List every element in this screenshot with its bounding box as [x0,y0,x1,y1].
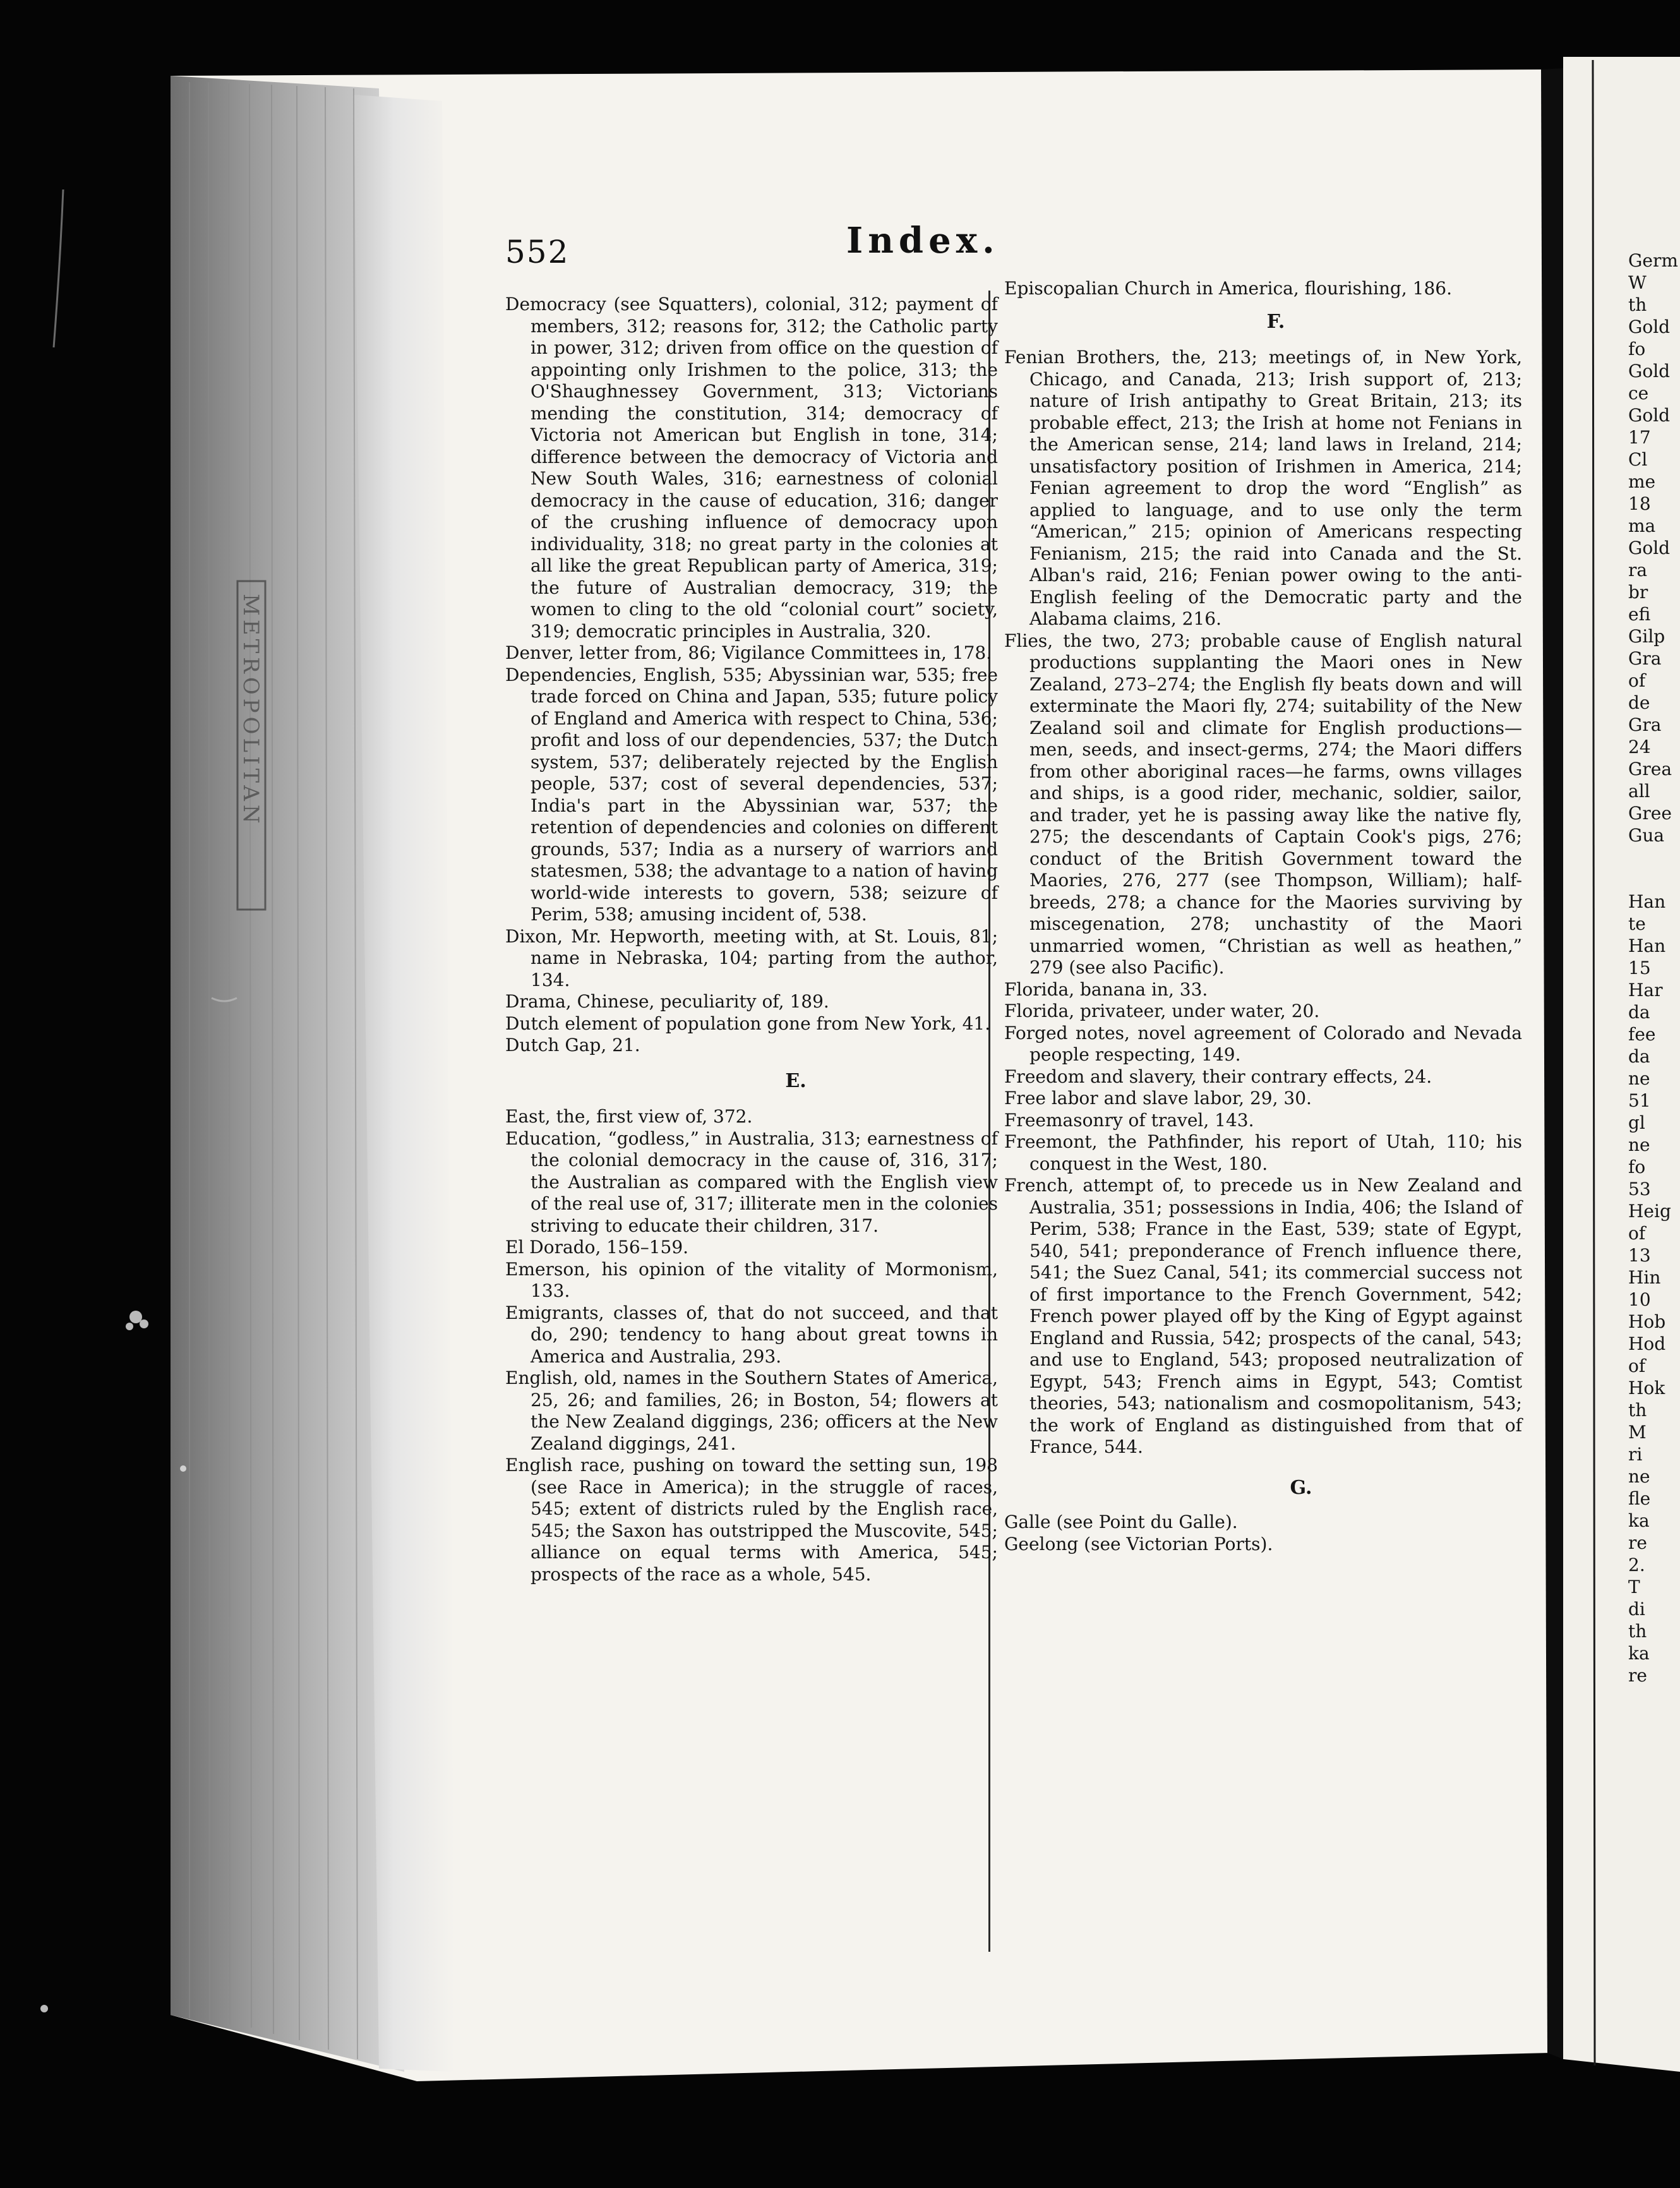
index-entry: Fenian Brothers, the, 213; meetings of, in New York, Chicago, and Canada, 213; Irish support of, 213; nature of Irish antipathy to Great Britain, 213; its probable effect, 213; the Irish at home not Fenians in the American sense, 214; land laws in Ireland, 214; unsatisfactory position of Irishmen in America, 214; Fenian agreement to drop the word “English” as applied to language, and to use only the term “American,” 215; opinion of Americans respecting Fenianism, 215; the raid into Canada and the St. Alban's raid, 216; Fenian power owing to the anti-English feeling of the Democratic party and the Alabama claims, 216. [1004,347,1522,629]
facing-page-fragment: Hod [1628,1333,1666,1354]
facing-page-fragment: gl [1628,1112,1645,1133]
facing-page-fragment: Hok [1628,1378,1665,1398]
facing-page-fragment: da [1628,1046,1650,1067]
facing-page-fragment: th [1628,294,1647,315]
facing-page-fragment: ne [1628,1068,1650,1089]
facing-page-fragment: ri [1628,1444,1643,1465]
index-entry: Flies, the two, 273; probable cause of English natural productions supplanting the Maori ones in New Zealand, 273–274; the English fly beats down and will exterminate the Maori fly, 274; suitability of the New Zealand soil and climate for English productions—men, seeds, and insect-germs, 274; the Maori differs from other aboriginal races—he farms, owns villages and ships, is a good rider, mechanic, soldier, sailor, and trader, yet he is passing away like the native fly, 275; the descendants of Captain Cook's pigs, 276; conduct of the British Government toward the Maories, 276, 277 (see Thompson, William); half-breeds, 278; a chance for the Maories surviving by miscegenation, 278; unchastity of the Maori unmarried women, “Christian as well as heathen,” 279 (see also Pacific). [1004,630,1522,978]
page-number: 552 [505,234,570,270]
facing-page-fragment: Gua [1628,825,1665,846]
facing-page-fragment: 13 [1628,1245,1651,1266]
section-heading-e: E. [785,1069,807,1092]
section-heading-g: G. [1290,1476,1312,1499]
facing-page-fragment: ka [1628,1510,1650,1531]
facing-page-fragment: fo [1628,339,1646,359]
facing-page-fragment: Gra [1628,648,1662,669]
facing-page-fragment: ce [1628,383,1649,404]
facing-page-fragment: fee [1628,1024,1656,1045]
facing-page-fragment: Han [1628,891,1666,912]
facing-page-fragment: 15 [1628,958,1651,978]
facing-page-fragment: me [1628,471,1656,492]
facing-page-fragment: Gree [1628,803,1672,824]
facing-page-fragment: th [1628,1621,1647,1642]
facing-page-fragment: T [1628,1577,1640,1597]
facing-page-fragment: re [1628,1532,1647,1553]
facing-page-fragment: of [1628,1355,1646,1376]
facing-page-fragment: ma [1628,515,1656,536]
index-entry: Geelong (see Victorian Ports). [1004,1533,1273,1554]
facing-page-fragment: th [1628,1400,1647,1421]
index-entry: Free labor and slave labor, 29, 30. [1004,1088,1312,1109]
index-entry: English, old, names in the Southern States of America, 25, 26; and families, 26; in Boston, 54; flowers at the New Zealand diggings, 236; officers at the New Zealand diggings, 241. [505,1368,998,1454]
facing-page-fragment: Germ [1628,250,1678,271]
facing-page-fragment: de [1628,692,1650,713]
facing-page-fragment: re [1628,1665,1647,1686]
index-entry: Dixon, Mr. Hepworth, meeting with, at St. Louis, 81; name in Nebraska, 104; parting from the author, 134. [505,925,998,990]
facing-page-fragment: Hin [1628,1267,1661,1288]
index-entry: Freedom and slavery, their contrary effects, 24. [1004,1066,1432,1087]
facing-page-fragment [1628,846,1679,869]
facing-page-fragment: Han [1628,935,1666,956]
facing-page-fragment: te [1628,913,1646,934]
facing-page-fragment: ne [1628,1134,1650,1155]
facing-page-fragment: Gold [1628,316,1671,337]
index-entry: Freemasonry of travel, 143. [1004,1109,1254,1131]
index-entry: Emigrants, classes of, that do not succeed, and that do, 290; tendency to hang about great towns in America and Australia, 293. [505,1302,998,1367]
index-entry: Democracy (see Squatters), colonial, 312; payment of members, 312; reasons for, 312; the Catholic party in power, 312; driven from office on the question of appointing only Irishmen to the police, 313; the O'Shaughnessey Government, 313; Victorians mending the constitution, 314; democracy of Victoria not American but English in tone, 314; difference between the democracy of Victoria and New South Wales, 316; earnestness of colonial democracy in the cause of education, 316; danger of the crushing influence of democracy upon individuality, 318; no great party in the colonies at all like the great Republican party of America, 319; the future of Australian democracy, 319; the women to cling to the old “colonial court” society, 319; democratic principles in Australia, 320. [505,294,998,642]
index-entry: Denver, letter from, 86; Vigilance Committees in, 178. [505,642,992,663]
facing-page-fragment: Gold [1628,361,1671,382]
facing-page-fragment: 18 [1628,493,1651,514]
facing-page-fragment: 2. [1628,1554,1645,1575]
facing-page-fragment [1628,869,1679,891]
index-entry: Florida, banana in, 33. [1004,978,1208,1000]
index-column-left [505,294,998,1585]
facing-page-fragment: 24 [1628,736,1651,757]
facing-page-fragment: Har [1628,980,1663,1001]
index-entry: East, the, first view of, 372. [505,1106,753,1127]
facing-page-fragment: ka [1628,1643,1650,1664]
facing-page-fragment: br [1628,582,1648,603]
facing-page-fragments [1628,249,1679,2050]
facing-page-fragment: W [1628,272,1647,293]
facing-page-fragment: ra [1628,560,1648,580]
facing-page-fragment: of [1628,1223,1646,1244]
facing-page-fragment: ne [1628,1466,1650,1487]
facing-page-fragment: Gold [1628,538,1671,558]
index-entry: Drama, Chinese, peculiarity of, 189. [505,991,829,1012]
facing-page-fragment: 10 [1628,1289,1651,1310]
facing-page-fragment: of [1628,670,1646,691]
facing-page-fragment: Cl [1628,449,1648,470]
section-heading-f: F. [1266,310,1285,333]
facing-page-fragment: efi [1628,604,1651,625]
facing-page-fragment: Gold [1628,405,1671,426]
svg-text:METROPOLITAN: METROPOLITAN [238,594,263,827]
facing-page-fragment: 53 [1628,1179,1651,1199]
facing-page-fragment: 51 [1628,1090,1651,1111]
facing-page-fragment: Gilp [1628,626,1665,647]
index-entry: French, attempt of, to precede us in New Zealand and Australia, 351; possessions in India, 406; the Island of Perim, 538; France in the East, 539; state of Egypt, 540, 541; preponderance of French influence there, 541; the Suez Canal, 541; its commercial success not of first importance to the French Government, 542; French power played off by the King of Egypt against England and Russia, 542; prospects of the canal, 543; and use to England, 543; proposed neutralization of Egypt, 543; French aims in Egypt, 543; Comtist theories, 543; nationalism and cosmopolitanism, 543; the work of England as distinguished from that of France, 544. [1004,1175,1522,1457]
facing-page-fragment: Grea [1628,759,1672,779]
index-entry: Galle (see Point du Galle). [1004,1512,1238,1532]
index-entry: Florida, privateer, under water, 20. [1004,1001,1320,1021]
facing-page-fragment: M [1628,1422,1647,1443]
facing-page-fragment: di [1628,1599,1645,1620]
page-title: Index. [846,220,1000,261]
index-entry: Emerson, his opinion of the vitality of Mormonism, 133. [505,1258,998,1301]
index-entry: El Dorado, 156–159. [505,1237,689,1258]
facing-page-fragment: all [1628,781,1650,802]
index-entry: Dependencies, English, 535; Abyssinian war, 535; free trade forced on China and Japan, 535; future policy of England and America with respect to China, 536; profit and loss of our dependencies, 537; the Dutch system, 537; deliberately rejected by the English people, 537; cost of several dependencies, 537; India's part in the Abyssinian war, 537; the retention of dependencies and colonies on different grounds, 537; India as a nursery of warriors and statesmen, 538; the advantage to a nation of having world-wide interests to govern, 538; seizure of Perim, 538; amusing incident of, 538. [505,664,998,925]
facing-page-fragment: da [1628,1002,1650,1023]
index-entry: English race, pushing on toward the setting sun, 198 (see Race in America); in the struggle of races, 545; extent of districts ruled by the English race, 545; the Saxon has outstripped the Muscovite, 545; alliance on equal terms with America, 545; prospects of the race as a whole, 545. [505,1455,998,1585]
index-column-right [1004,278,1522,1555]
facing-page-fragment: Heig [1628,1201,1671,1222]
facing-page-fragment: Gra [1628,714,1662,735]
index-entry: Education, “godless,” in Australia, 313; earnestness of the colonial democracy in the cause of, 316, 317; the Australian as compared with the English view of the real use of, 317; illiterate men in the colonies striving to educate their children, 317. [505,1127,998,1236]
index-entry: Forged notes, novel agreement of Colorado and Nevada people respecting, 149. [1004,1022,1522,1065]
index-entry: Episcopalian Church in America, flourishing, 186. [1004,278,1452,299]
index-entry: Dutch Gap, 21. [505,1035,640,1055]
facing-page-fragment: Hob [1628,1311,1666,1332]
facing-page-fragment: fle [1628,1488,1651,1509]
facing-page-fragment: 17 [1628,427,1651,448]
index-entry: Dutch element of population gone from New York, 41. [505,1013,991,1034]
facing-page-fragment: fo [1628,1157,1646,1177]
index-entry: Freemont, the Pathfinder, his report of Utah, 110; his conquest in the West, 180. [1004,1131,1522,1174]
